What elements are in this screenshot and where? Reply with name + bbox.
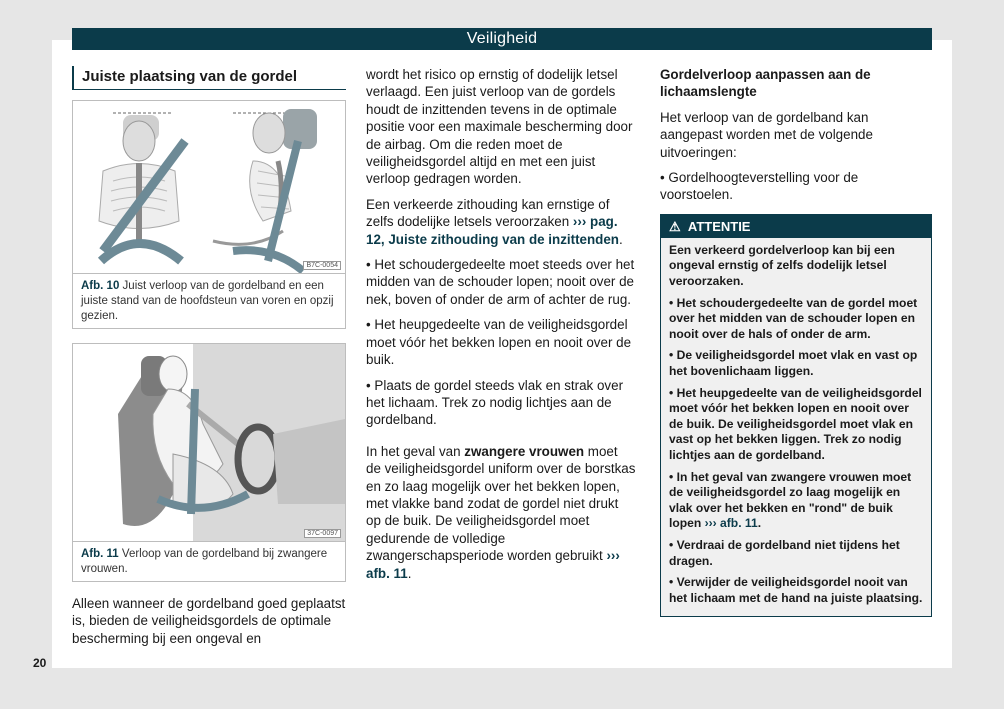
bullet-text: Het schoudergedeelte moet steeds over het midden van de schouder lopen; nooit over de nek, boven of onder de arm of achter de rug. <box>366 257 635 307</box>
attention-item: • De veiligheidsgordel moet vlak en vast op het bovenlichaam liggen. <box>669 348 918 378</box>
emphasis-text: zwangere vrouwen <box>464 443 585 459</box>
column-right <box>660 66 932 617</box>
figure-11-illustration <box>73 344 345 542</box>
paragraph-end: . <box>407 565 412 581</box>
body-paragraph <box>366 196 636 248</box>
attention-item: • Het heupgedeelte van de veiligheidsgordel moet vóór het bekken lopen en nooit over de buik. De veiligheidsgordel moet vlak en vast op het bekken liggen. Trek zo nodig lichtjes aan de gordelband. <box>669 385 922 462</box>
attention-label: ATTENTIE <box>687 218 751 234</box>
paragraph-text: moet de veiligheidsgordel uniform over de borstkas en zo laag mogelijk over het bekken lopen, met vlakke band zodat de gordel niet drukt op de buik. De veiligheidsgordel moet gedurende de volledige zwangerschapsperiode worden gebruikt <box>366 443 636 564</box>
figure-label: Afb. 11 <box>81 548 119 560</box>
attention-item-text: De veiligheidsgordel moet vlak en vast op het bovenlichaam liggen. <box>669 348 918 378</box>
figure-label: Afb. 10 <box>81 280 120 292</box>
cross-reference-link[interactable]: ››› afb. 11 <box>704 516 758 531</box>
subsection-title: Gordelverloop aanpassen aan de lichaamslengte <box>660 67 871 100</box>
body-paragraph: Alleen wanneer de gordelband goed geplaatst is, bieden de veiligheidsgordels de optimale bescherming bij een ongeval en <box>72 596 346 646</box>
bullet-item: • Het schoudergedeelte moet steeds over het midden van de schouder lopen; nooit over de nek, boven of onder de arm of achter de rug. <box>366 257 635 307</box>
body-paragraph: Het verloop van de gordelband kan aangepast worden met de volgende uitvoeringen: <box>660 109 873 160</box>
figure-code: 37C-0097 <box>304 529 341 538</box>
body-paragraph: wordt het risico op ernstig of dodelijk letsel verlaagd. Een juist verloop van de gordels houdt de inzittenden tevens in de optimale positie voor een maximale bescherming door de airbag. Om die reden moet de veiligheidsgordel altijd en met een juist verloop gedragen worden. <box>366 67 633 187</box>
caption-text: Juist verloop van de gordelband en een juiste stand van de hoofdsteun van voren en opzij gezien. <box>81 280 334 322</box>
attention-box <box>660 214 932 617</box>
bullet-text: Het heupgedeelte van de veiligheidsgordel moet vóór het bekken lopen en nooit over de buik. <box>366 317 632 368</box>
attention-intro: Een verkeerd gordelverloop kan bij een ongeval ernstig of zelfs dodelijk letsel veroorzaken. <box>669 242 895 289</box>
paragraph-end: . <box>757 516 762 531</box>
seatbelt-skeleton-illustration <box>73 101 345 273</box>
bullet-item: • Plaats de gordel steeds vlak en strak over het lichaam. Trek zo nodig lichtjes aan de gordelband. <box>366 377 624 428</box>
paragraph-text: Een verkeerde zithouding kan ernstige of zelfs dodelijke letsels veroorzaken <box>366 196 610 230</box>
figure-10-caption <box>73 274 345 328</box>
cross-reference-link[interactable]: ››› afb. 11 <box>366 548 620 581</box>
cross-reference-link[interactable]: ››› pag. 12, Juiste zithouding van de inzittenden <box>366 214 619 247</box>
figure-11-caption <box>73 542 345 581</box>
attention-item: • In het geval van zwangere vrouwen moet de veiligheidsgordel zo laag mogelijk en vlak over het bekken en "rond" de buik lopen ››› afb. 11. <box>669 469 912 531</box>
attention-body <box>661 238 931 616</box>
figure-code: B7C-0054 <box>303 261 341 270</box>
attention-item: • Verwijder de veiligheidsgordel nooit van het lichaam met de hand na juiste plaatsing. <box>669 575 923 605</box>
paragraph-end: . <box>618 231 623 247</box>
paragraph-text: In het geval van <box>366 443 465 459</box>
attention-item-text: Het schoudergedeelte van de gordel moet over het midden van de schouder lopen en nooit over de hals of onder de arm. <box>669 295 918 341</box>
attention-header <box>661 215 931 238</box>
section-title: Juiste plaatsing van de gordel <box>72 66 346 90</box>
attention-item-text: Verdraai de gordelband niet tijdens het dragen. <box>669 537 900 568</box>
pregnant-driver-illustration <box>73 344 345 541</box>
warning-icon: ⚠ <box>669 218 681 234</box>
body-paragraph <box>366 443 636 582</box>
column-left <box>72 66 346 655</box>
bullet-text: Plaats de gordel steeds vlak en strak over het lichaam. Trek zo nodig lichtjes aan de gordelband. <box>366 377 624 428</box>
figure-11 <box>72 343 346 582</box>
bullet-item: • Het heupgedeelte van de veiligheidsgordel moet vóór het bekken lopen en nooit over de buik. <box>366 317 632 368</box>
attention-item: • Het schoudergedeelte van de gordel moet over het midden van de schouder lopen en nooit over de hals of onder de arm. <box>669 295 918 341</box>
bullet-item: • Gordelhoogteverstelling voor de voorstoelen. <box>660 170 859 203</box>
attention-item: • Verdraai de gordelband niet tijdens het dragen. <box>669 537 900 568</box>
figure-10 <box>72 100 346 329</box>
attention-item-text: Verwijder de veiligheidsgordel nooit van het lichaam met de hand na juiste plaatsing. <box>669 575 923 605</box>
page-header: Veiligheid <box>72 28 932 50</box>
attention-item-text: Het heupgedeelte van de veiligheidsgordel moet vóór het bekken lopen en nooit over de buik. De veiligheidsgordel moet vlak en vast op het bekken liggen. Trek zo nodig lichtjes aan de gordelband. <box>669 385 922 462</box>
column-middle <box>366 66 636 590</box>
attention-item-text: In het geval van zwangere vrouwen moet de veiligheidsgordel zo laag mogelijk en vlak over het bekken en "rond" de buik lopen <box>669 469 912 531</box>
caption-text: Verloop van de gordelband bij zwangere vrouwen. <box>81 548 328 575</box>
figure-10-illustration <box>73 101 345 274</box>
bullet-text: Gordelhoogteverstelling voor de voorstoelen. <box>660 170 859 203</box>
page-number: 20 <box>33 656 47 670</box>
